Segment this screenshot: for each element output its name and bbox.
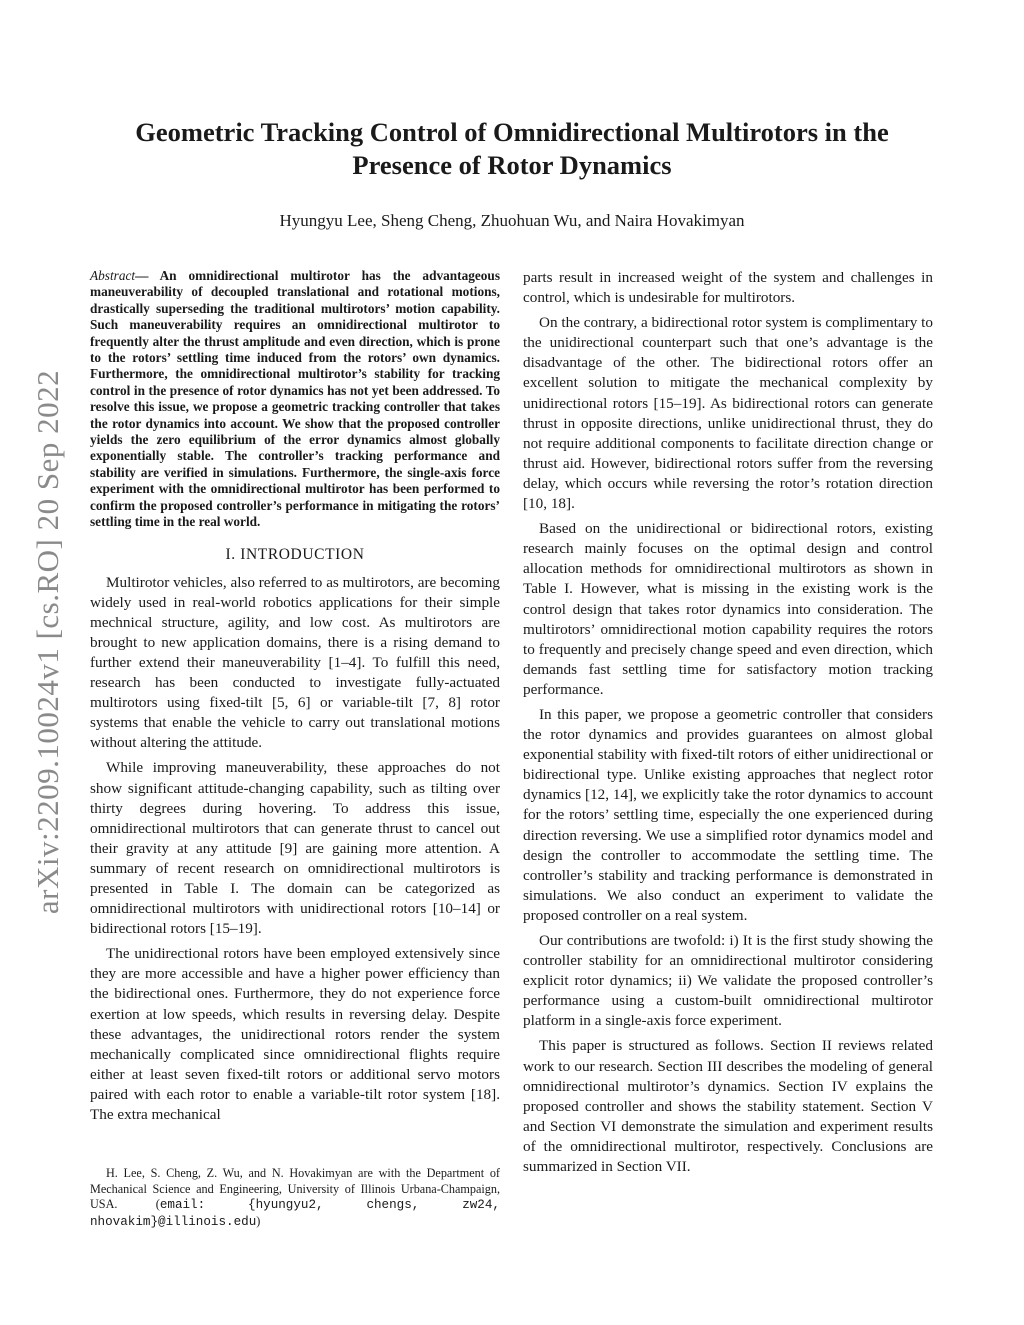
right-column [523,268,933,1182]
abstract-text: An omnidirectional multirotor has the advantageous maneuverability of decoupled translational and rotational motions, drastically superseding the traditional multirotors’ motion capability. Such maneuverability requires an omnidirectional multirotor to frequently alter the thrust amplitude and even direction, which is prone to the rotors’ settling time induced from the rotors’ own dynamics. Furthermore, the omnidirectional multirotor’s stability for tracking control in the presence of rotor dynamics has not yet been addressed. To resolve this issue, we propose a geometric tracking controller that takes the rotor dynamics into account. We show that the proposed controller yields the zero equilibrium of the error dynamics almost globally exponentially stable. The controller’s tracking performance and stability are verified in simulations. Furthermore, the single-axis force experiment with the omnidirectional multirotor has been performed to confirm the proposed controller’s performance in mitigating the rotors’ settling time in the real world. [90,268,501,530]
abstract-dash: — [135,268,160,283]
paper-title: Geometric Tracking Control of Omnidirectional Multirotors in the Presence of Rotor Dynamics [135,117,889,180]
contributions-paragraph: Our contributions are twofold: i) It is the first study showing the controller stability for an omnidirectional multirotor considering explicit rotor dynamics; ii) We validate the proposed controller’s performance using a custom-built omnidirectional multirotor platform in a single-axis force experiment. [523,932,933,1030]
paper-authors: Hyungyu Lee, Sheng Cheng, Zhuohuan Wu, and Naira Hovakimyan [279,211,745,230]
intro-paragraph-continued: parts result in increased weight of the system and challenges in control, which is undesirable for multirotors. [523,269,933,307]
intro-paragraph: While improving maneuverability, these approaches do not show significant attitude-changing capability, such as tilting over thirty degrees during hovering. To address this issue, omnidirectional multirotors that can generate thrust to cancel out their gravity at any attitude [9] are gaining more attention. A summary of recent research on omnidirectional multirotors is presented in Table I. The domain can be categorized as omnidirectional multirotors with unidirectional rotors [10–14] or bidirectional rotors [15–19]. [90,759,500,938]
author-affiliation-footnote [90,1166,500,1230]
footnote-close: ) [256,1213,261,1228]
arxiv-side-identifier: arXiv:2209.10024v1 [cs.RO] 20 Sep 2022 [30,369,65,915]
footnote-text: H. Lee, S. Cheng, Z. Wu, and N. Hovakimyan are with the Department of Mechanical Science and Engineering, University of Illinois Urbana-Champaign, USA. ( [90,1166,500,1212]
left-column [90,268,500,1130]
structure-paragraph: This paper is structured as follows. Section II reviews related work to our research. Section III describes the modeling of general omnidirectional multirotor’s dynamics. Section IV explains the proposed controller and shows the stability statement. Section V and Section VI demonstrate the simulation and experiment results of the omnidirectional multirotor, respectively. Conclusions are summarized in Section VII. [523,1037,933,1176]
intro-paragraph: Multirotor vehicles, also referred to as multirotors, are becoming widely used in real-world robotics applications for their simple mechnical structure, agility, and low cost. As multirotors are brought to new application domains, there is a rising demand to further extend their maneuverability [1–4]. To fulfill this need, research has been conducted to investigate fully-actuated multirotors using fixed-tilt [5, 6] or variable-tilt [7, 8] rotor systems that enable the vehicle to carry out translational motions without altering the attitude. [90,573,500,752]
author-emails: email: {hyungyu2, chengs, zw24, nhovakim}@illinois.edu [90,1198,500,1229]
intro-paragraph: On the contrary, a bidirectional rotor system is complimentary to the unidirectional counterpart such that one’s advantage is the disadvantage of the other. The bidirectional rotors offer an excellent solution to mitigate the mechanical complexity by unidirectional rotors [15–19]. As bidirectional rotors can generate thrust in opposite directions, unlike unidirectional thrust, they do not require additional components to facilitate direction change or thrust aid. However, bidirectional rotors suffer from the reversing delay, which occurs while reversing the rotor’s rotation direction [10, 18]. [523,314,933,513]
intro-paragraph: In this paper, we propose a geometric controller that considers the rotor dynamics and provides guarantees on almost global exponential stability with fixed-tilt rotors of either unidirectional or bidirectional type. Unlike existing approaches that neglect rotor dynamics [12, 14], we explicitly take the rotor dynamics to account for the rotors’ settling time, especially the one experienced during direction reversing. We use a simplified rotor dynamics model and design the controller to accommodate the settling time. The controller’s stability and tracking performance is demonstrated in simulations. We also conduct an experiment to validate the proposed controller on a real system. [523,705,933,924]
abstract-label: Abstract [90,268,136,283]
intro-paragraph: Based on the unidirectional or bidirectional rotors, existing research mainly focuses on the optimal design and control allocation methods for omnidirectional multirotors as shown in Table I. However, what is missing in the existing work is the control design that takes rotor dynamics into consideration. The multirotors’ omnidirectional motion capability requires the rotors to frequently and precisely change speed and even direction, which demands fast settling time for satisfactory motion tracking performance. [523,520,933,698]
intro-paragraph: The unidirectional rotors have been employed extensively since they are more accessible and have a higher power efficiency than the bidirectional ones. Furthermore, they do not experience force exertion at low speeds, which results in reversing delay. Despite these advantages, the unidirectional rotors render the system mechanically complicated since omnidirectional flights require either at least seven fixed-tilt rotors or additional servo motors paired with each rotor to enable a variable-tilt rotor system [18]. The extra mechanical [90,945,500,1124]
section-heading-introduction: I. INTRODUCTION [225,545,365,563]
abstract [90,268,500,531]
